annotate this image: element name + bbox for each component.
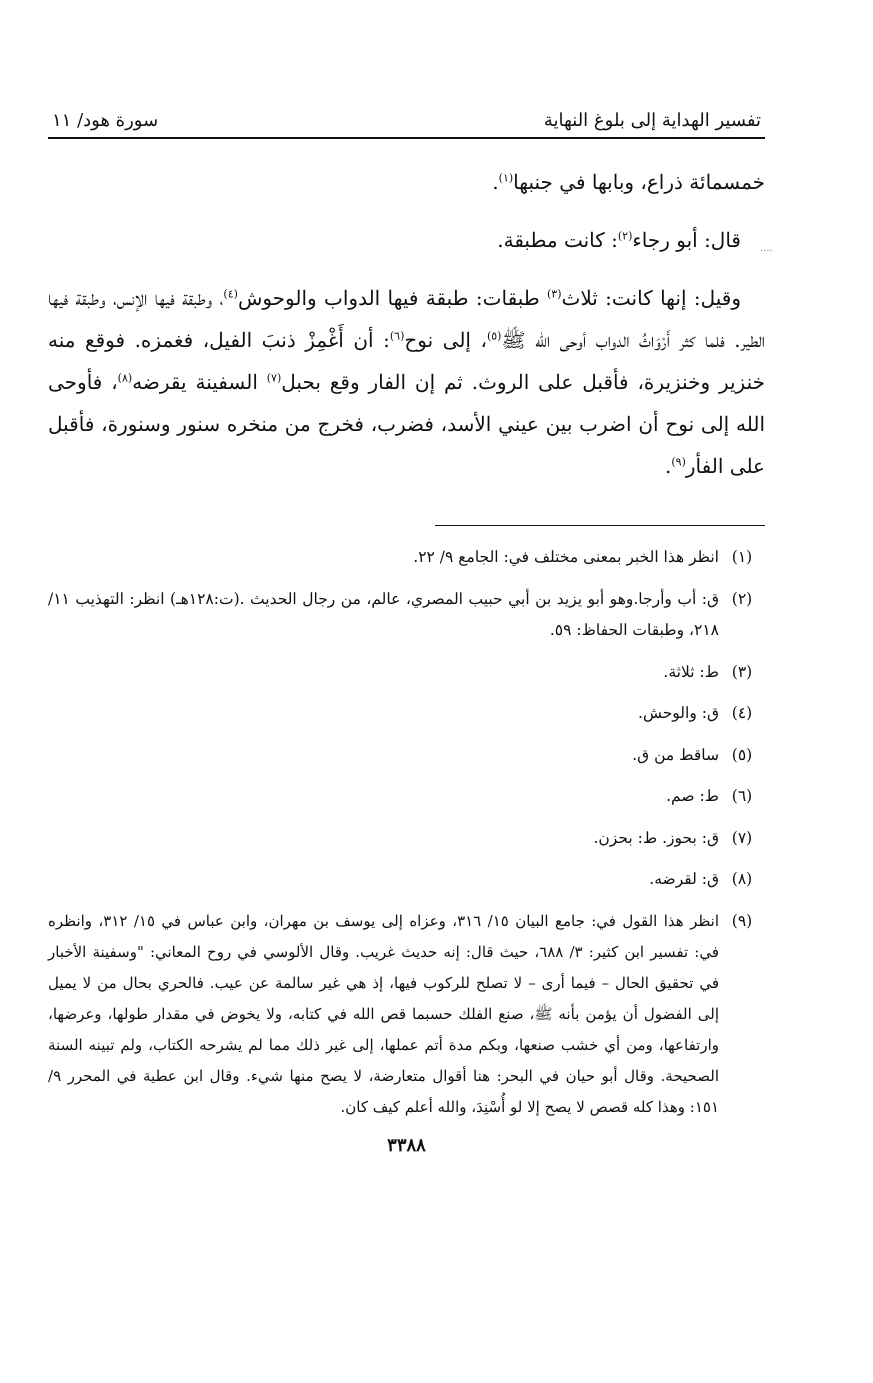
footnote-separator [435,525,765,526]
footnote-text: ط: صم. [666,787,719,805]
footnote-ref-1: (١) [498,171,514,185]
footnote-ref-6: (٦) [389,329,405,343]
paragraph-2-tail: : كانت مطبقة. [497,228,618,252]
margin-mark: ···· [760,246,773,257]
paragraph-3-part-1: وقيل: إنها كانت: ثلاث [561,286,741,310]
paragraph-3-part-6: السفينة يقرضه [132,370,267,394]
footnote-7 [48,823,765,855]
footnote-text: ق: لقرضه. [649,870,719,888]
paragraph-2-text: قال: أبو رجاء [632,228,741,252]
paragraph-3-part-7: ، فأوحى الله إلى نوح أن اضرب بين عيني الأسد، فضرب، فخرج من منخره سنور وسنورة، فأقبل على الفأر [48,370,765,478]
footnote-number: (٩) [731,911,753,930]
footnote-number: (٤) [731,704,753,722]
footnote-6 [48,781,765,813]
footnote-text: ق: بحوز. ط: بحزن. [593,828,719,847]
paragraph-3 [48,277,765,487]
footnote-ref-9: (٩) [671,455,686,469]
surah-label: سورة هود/ ١١ [52,110,159,131]
footnote-text: ق: والوحش. [638,704,719,722]
paragraph-1-tail: . [492,170,499,194]
footnotes [48,542,765,1123]
footnote-number: (٢) [731,589,753,608]
footnote-ref-7: (٧) [266,371,282,385]
page-number: ٣٣٨٨ [387,1134,426,1156]
footnote-1 [48,542,765,574]
paragraph-1 [48,161,765,203]
footnote-number: (٥) [731,745,753,764]
main-text [48,161,765,487]
paragraph-3-part-2: طبقات: طبقة فيها الدواب والوحوش [237,286,547,310]
footnote-2 [48,584,765,647]
footnote-ref-8: (٨) [117,371,133,385]
footnote-ref-4: (٤) [223,287,238,301]
footnote-text: انظر هذا الخبر بمعنى مختلف في: الجامع ٩/ ٢٢. [413,548,719,566]
paragraph-3-part-3: ، وطبقة فيها الإنس، وطبقة فيها الطير. فلما كثر أَرْوَاثُ الدواب أوحى الله ﷺ [48,286,765,352]
footnote-3 [48,657,765,689]
footnote-8 [48,864,765,896]
paragraph-2 [48,219,765,261]
footnote-4 [48,698,765,730]
paragraph-3-part-5: : أن أَغْمِزْ ذنبَ الفيل، فغمزه. فوقع منه خنزير وخنزيرة، فأقبل على الروث. ثم إن الفار وقع بحبل [48,328,765,394]
footnote-ref-3: (٣) [547,287,562,301]
footnote-ref-5: (٥) [486,329,502,343]
footnote-text: ساقط من ق. [632,745,719,764]
footnote-number: (٨) [731,870,753,888]
paragraph-3-part-8: . [665,454,672,478]
footnote-number: (٧) [731,828,753,847]
paragraph-3-part-4: ، إلى نوح [404,328,487,352]
footnote-9 [48,906,765,1123]
footnote-5 [48,740,765,772]
footnote-number: (٣) [731,662,753,681]
book-page [48,110,765,1156]
footnote-ref-2: (٢) [617,229,633,243]
footnote-text: انظر هذا القول في: جامع البيان ١٥/ ٣١٦، وعزاه إلى يوسف بن مهران، وابن عباس في ١٥/ ٣١٢، وانظره في: تفسير ابن كثير: ٣/ ٦٨٨، حيث قال: إنه حديث غريب. وقال الألوسي في روح المعاني: "وسفينة الأخبار في تحقيق الحال – فيما أرى – لا تصلح للركوب فيها، إذ هي غير سالمة عن عيب. فالحري بحال من لا يميل إلى الفضول أن يؤمن بأنه ﷺ، صنع الفلك حسبما قص الله في كتابه، ولا يخوض في مقدار طولها، وعرضها، وارتفاعها، ومن أي خشب صنعها، وبكم مدة أتم عملها، إلى غير ذلك مما لم يشرحه الكتاب، ولم تبينه السنة الصحيحة. وقال أبو حيان في البحر: هنا أقوال متعارضة، لا يصح منها شيء. وقال ابن عطية في المحرر ٩/ ١٥١: وهذا كله قصص لا يصح إلا لو أُسْنِدَ، والله أعلم كيف كان. [48,911,719,1116]
footnote-text: ق: أب وأرجا.وهو أبو يزيد بن أبي حبيب المصري، عالم، من رجال الحديث .(ت:١٢٨هـ) انظر: التهذيب ١١/ ٢١٨، وطبقات الحفاظ: ٥٩. [48,589,719,639]
footnote-number: (١) [731,548,753,566]
paragraph-1-text: خمسمائة ذراع، وبابها في جنبها [513,170,765,194]
footnote-text: ط: ثلاثة. [663,662,719,681]
footnote-number: (٦) [731,787,753,805]
book-title: تفسير الهداية إلى بلوغ النهاية [543,110,761,131]
running-header [48,110,765,139]
